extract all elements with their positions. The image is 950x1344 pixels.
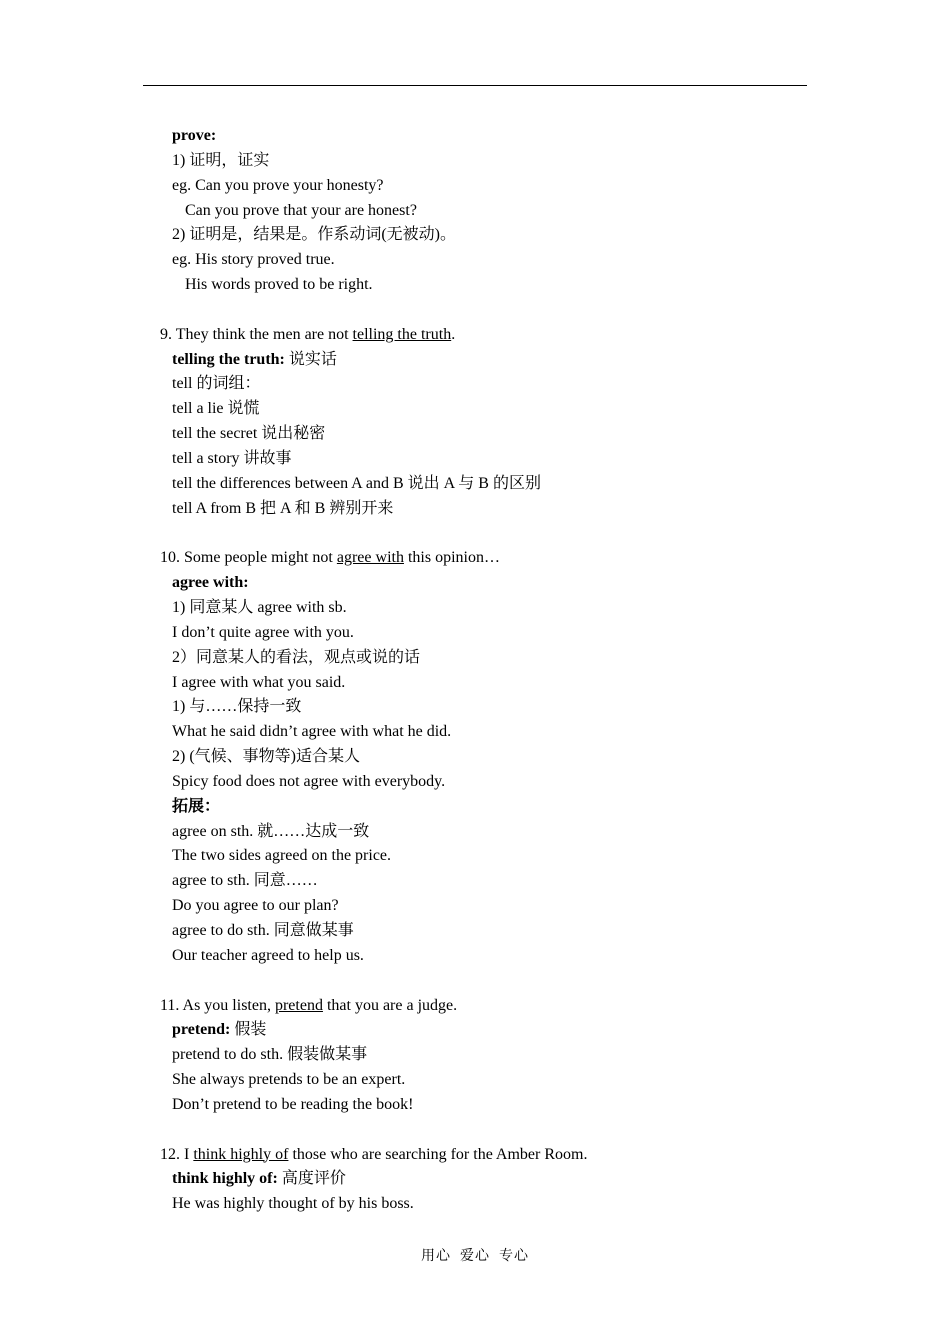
- underlined-phrase: pretend: [274, 996, 323, 1014]
- term-heading-think-highly-of: think highly of: 高度评价: [172, 1170, 346, 1188]
- list-item: 2) (气候、事物等)适合某人: [172, 748, 360, 766]
- definition-line: 2) 证明是，结果是。作系动词(无被动)。: [172, 226, 456, 244]
- list-item: tell 的词组：: [172, 375, 261, 393]
- underlined-phrase: telling the truth: [352, 325, 452, 343]
- list-item: He was highly thought of by his boss.: [172, 1195, 414, 1213]
- underlined-phrase: think highly of: [193, 1145, 289, 1163]
- page-footer: 用心 爱心 专心: [421, 1249, 529, 1264]
- list-item: agree to sth. 同意……: [172, 872, 318, 890]
- list-item: Spicy food does not agree with everybody.: [172, 772, 446, 790]
- list-item: tell the secret 说出秘密: [172, 425, 326, 443]
- term-heading-pretend: pretend: 假装: [172, 1021, 267, 1039]
- list-item: Our teacher agreed to help us.: [172, 946, 364, 964]
- definition-line: 1) 证明，证实: [172, 151, 270, 169]
- header-rule: [143, 85, 807, 86]
- item-12-sentence: 12. I think highly of those who are searching for the Amber Room.: [160, 1145, 588, 1163]
- item-9-sentence: 9. They think the men are not telling the truth.: [160, 325, 456, 343]
- list-item: tell the differences between A and B 说出 A 与 B 的区别: [172, 474, 541, 492]
- list-item: What he said didn’t agree with what he did.: [172, 723, 452, 741]
- document-body: [160, 124, 820, 1217]
- list-item: Don’t pretend to be reading the book!: [172, 1095, 414, 1113]
- example-line: eg. Can you prove your honesty?: [172, 176, 384, 194]
- list-item: 2）同意某人的看法，观点或说的话: [172, 648, 421, 666]
- list-item: 1) 同意某人 agree with sb.: [172, 599, 347, 617]
- list-item: I agree with what you said.: [172, 673, 346, 691]
- list-item: tell a story 讲故事: [172, 449, 292, 467]
- list-item: Do you agree to our plan?: [172, 897, 339, 915]
- example-line: His words proved to be right.: [185, 276, 373, 294]
- term-heading-telling-the-truth: telling the truth: 说实话: [172, 350, 337, 368]
- list-item: tell a lie 说慌: [172, 400, 260, 418]
- term-heading-prove: prove:: [172, 127, 217, 144]
- underlined-phrase: agree with: [336, 549, 404, 567]
- list-item: She always pretends to be an expert.: [172, 1071, 406, 1089]
- example-line: Can you prove that your are honest?: [185, 201, 417, 219]
- list-item: tell A from B 把 A 和 B 辨别开来: [172, 499, 394, 517]
- list-item: agree on sth. 就……达成一致: [172, 822, 370, 840]
- example-line: eg. His story proved true.: [172, 251, 335, 269]
- extension-heading: 拓展：: [172, 797, 221, 815]
- list-item: agree to do sth. 同意做某事: [172, 922, 354, 939]
- item-11-sentence: 11. As you listen, pretend that you are a judge.: [160, 996, 458, 1014]
- item-10-sentence: 10. Some people might not agree with this opinion…: [160, 549, 500, 567]
- list-item: pretend to do sth. 假装做某事: [172, 1046, 368, 1064]
- term-heading-agree-with: agree with:: [172, 574, 249, 592]
- list-item: I don’t quite agree with you.: [172, 623, 354, 641]
- list-item: 1) 与……保持一致: [172, 698, 302, 716]
- list-item: The two sides agreed on the price.: [172, 847, 392, 865]
